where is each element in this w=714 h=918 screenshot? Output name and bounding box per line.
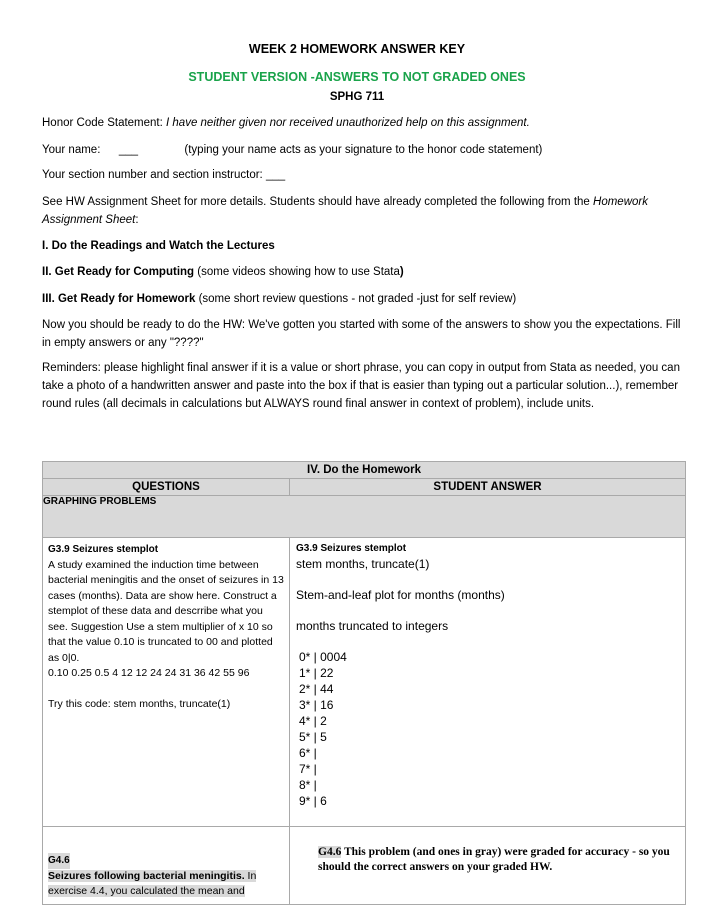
question-body: In exercise 4.4, you calculated the mean and — [48, 869, 257, 897]
question-cell-g39 — [43, 538, 290, 827]
step-3-title: III. Get Ready for Homework — [42, 293, 196, 305]
see-hw-paragraph — [42, 193, 682, 229]
name-note: (typing your name acts as your signature to the honor code statement) — [184, 144, 543, 156]
section-line: Your section number and section instructor: ___ — [42, 169, 286, 181]
answer-cell-g39[interactable] — [290, 538, 686, 827]
course-code: SPHG 711 — [329, 91, 385, 103]
answer-plot-title: Stem-and-leaf plot for months (months) — [296, 588, 505, 602]
see-hw-sheet-name: Homework Assignment Sheet — [42, 196, 648, 226]
question-heading: G3.9 Seizures stemplot — [48, 544, 159, 555]
category-label: GRAPHING PROBLEMS — [43, 496, 157, 507]
stem-row-0: 0* | 0004 — [299, 650, 347, 664]
question-body: A study examined the induction time between bacterial meningitis and the onset of seizures in 13 cases (months). Data are show here. Construct a stemplot of these data and descrribe what you see. Suggestion Use a stem multiplier of x 10 so that the value 0.10 is truncated to 00 and plotted as 0|0. — [48, 558, 284, 664]
column-header-answer: STUDENT ANSWER — [290, 479, 686, 496]
question-heading: G4.6 — [48, 853, 70, 869]
question-cell-g46 — [43, 827, 290, 905]
see-hw-colon: : — [135, 214, 139, 226]
question-bold-title: Seizures following bacterial meningitis. — [48, 869, 245, 882]
name-label: Your name: — [42, 144, 101, 156]
category-row — [43, 496, 686, 538]
honor-code-label: Honor Code Statement: — [42, 117, 167, 129]
answer-command: stem months, truncate(1) — [296, 557, 430, 571]
honor-code-statement: I have neither given nor received unauthorized help on this assignment. — [166, 117, 530, 129]
honor-code-line — [42, 114, 682, 132]
table-row — [43, 538, 686, 827]
name-blank[interactable]: ___ — [118, 144, 138, 156]
table-section-title: IV. Do the Homework — [43, 462, 686, 479]
answer-cell-g46[interactable] — [290, 827, 686, 905]
stem-row-5: 5* | 5 — [299, 730, 327, 744]
column-header-questions: QUESTIONS — [43, 479, 290, 496]
stem-row-6: 6* | — [299, 746, 317, 760]
question-data: 0.10 0.25 0.5 4 12 12 24 24 31 36 42 55 96 — [48, 667, 250, 679]
reminders-paragraph: Reminders: please highlight final answer if it is a value or short phrase, you can copy in output from Stata as needed, you can take a photo of a handwritten answer and paste into the box if that is easier than typing out a particular solution...), remember round rules (all decimals in calculations but ALWAYS round final answer in context of problem), include units. — [42, 362, 680, 410]
answer-graded-note: This problem (and ones in gray) were graded for accuracy - so you should the correct answers on your graded HW. — [318, 846, 670, 873]
answer-heading: G4.6 — [318, 846, 342, 858]
stem-row-4: 4* | 2 — [299, 714, 327, 728]
step-2-title: II. Get Ready for Computing — [42, 266, 195, 278]
step-1-title: I. Do the Readings and Watch the Lectures — [42, 240, 275, 252]
stem-row-3: 3* | 16 — [299, 698, 334, 712]
stem-row-9: 9* | 6 — [299, 794, 327, 808]
step-2 — [42, 263, 682, 281]
name-line — [42, 141, 682, 159]
table-row — [43, 827, 686, 905]
stem-row-2: 2* | 44 — [299, 682, 334, 696]
step-2-close: ) — [399, 266, 404, 278]
step-3-note: (some short review questions - not graded -just for self review) — [195, 293, 517, 305]
answer-trunc-note: months truncated to integers — [296, 619, 449, 633]
stem-row-8: 8* | — [299, 778, 317, 792]
question-code-hint: Try this code: stem months, truncate(1) — [48, 697, 231, 710]
step-1 — [42, 237, 682, 255]
step-3 — [42, 290, 682, 308]
step-2-note: (some videos showing how to use Stata — [194, 266, 400, 278]
page-title: WEEK 2 HOMEWORK ANSWER KEY — [248, 42, 466, 56]
answer-heading: G3.9 Seizures stemplot — [296, 543, 407, 554]
ready-paragraph: Now you should be ready to do the HW: We've gotten you started with some of the answers to show you the expectations. Fill in empty answers or any "????" — [42, 319, 681, 349]
stem-row-7: 7* | — [299, 762, 317, 776]
stem-row-1: 1* | 22 — [299, 666, 334, 680]
page-subtitle: STUDENT VERSION -ANSWERS TO NOT GRADED ONES — [188, 70, 526, 84]
homework-table — [42, 461, 686, 905]
see-hw-text: See HW Assignment Sheet for more details. Students should have already completed the following from the — [42, 196, 594, 208]
